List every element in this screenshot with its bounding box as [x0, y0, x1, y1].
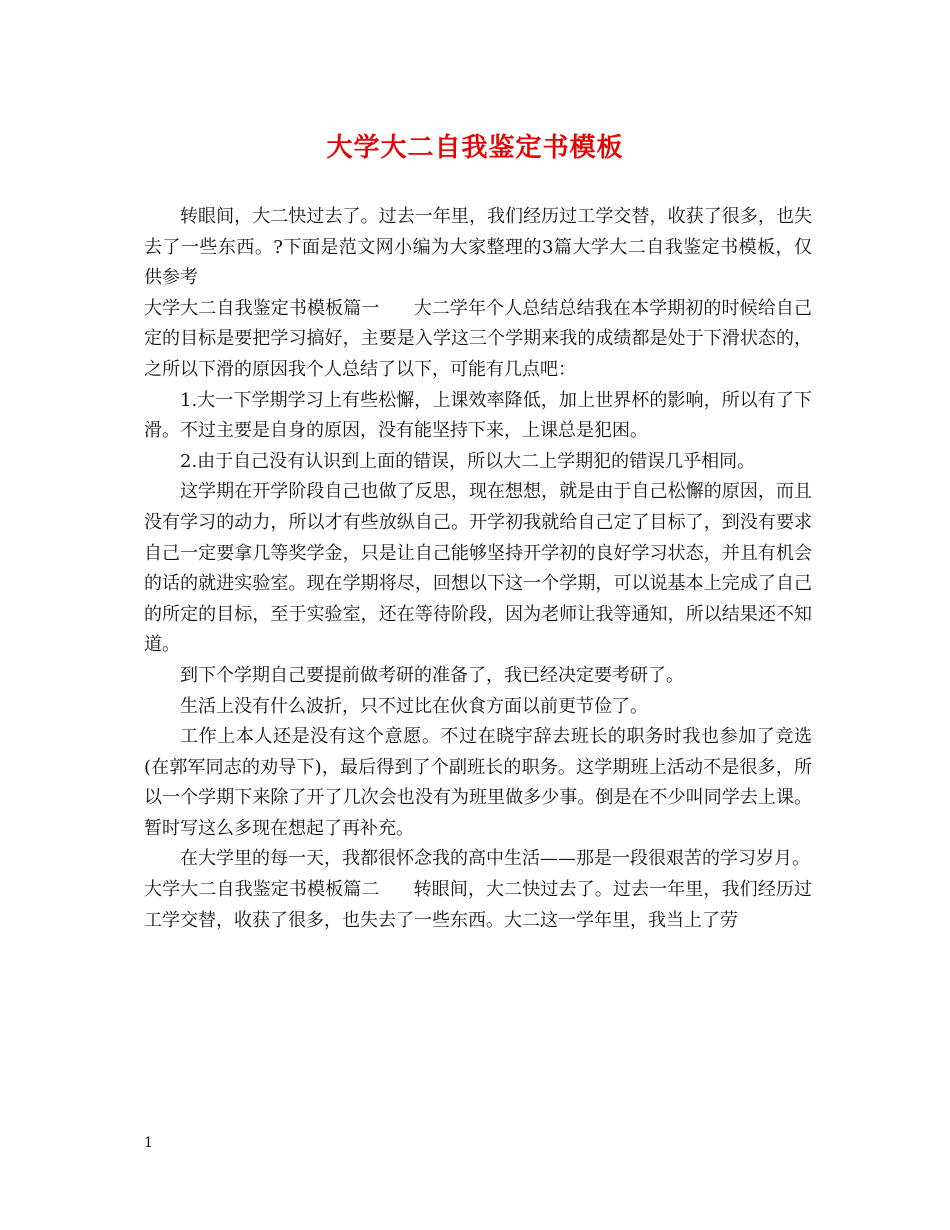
section-two-text: 转眼间，大二快过去了。过去一年里，我们经历过工学交替，收获了很多，也失去了一些东西。大二这一学年里，我当上了劳 — [144, 879, 812, 931]
section-two-heading: 大学大二自我鉴定书模板篇二 — [144, 879, 380, 901]
body-paragraph-work: 工作上本人还是没有这个意愿。不过在晓宇辞去班长的职务时我也参加了竞选(在郭军同志的劝导下)，最后得到了个副班长的职务。这学期班上活动不是很多，所以一个学期下来除了开了几次会也没有为班里做多少事。倒是在不少叫同学去上课。暂时写这么多现在想起了再补充。 — [144, 726, 812, 839]
body-paragraph-exam-plan: 到下个学期自己要提前做考研的准备了，我已经决定要考研了。 — [180, 664, 684, 686]
intro-paragraph: 转眼间，大二快过去了。过去一年里，我们经历过工学交替，收获了很多，也失去了一些东西。?下面是范文网小编为大家整理的3篇大学大二自我鉴定书模板，仅供参考 — [144, 206, 812, 289]
section-one-heading: 大学大二自我鉴定书模板篇一 — [144, 297, 380, 319]
body-paragraph-reflection: 这学期在开学阶段自己也做了反思，现在想想，就是由于自己松懈的原因，而且没有学习的动力，所以才有些放纵自己。开学初我就给自己定了目标了，到没有要求自己一定要拿几等奖学金，只是让自己能够坚持开学初的良好学习状态，并且有机会的话的就进实验室。现在学期将尽，回想以下这一个学期，可以说基本上完成了自己的所定的目标，至于实验室，还在等待阶段，因为老师让我等通知，所以结果还不知道。 — [144, 481, 812, 656]
body-paragraph-memory: 在大学里的每一天，我都很怀念我的高中生活——那是一段很艰苦的学习岁月。 — [180, 848, 810, 870]
page-number: 1 — [144, 1135, 153, 1151]
section-one-paragraph — [144, 294, 812, 386]
body-paragraph-life: 生活上没有什么波折，只不过比在伙食方面以前更节俭了。 — [180, 695, 648, 717]
point-two: 2.由于自己没有认识到上面的错误，所以大二上学期犯的错误几乎相同。 — [180, 450, 756, 472]
section-two-paragraph — [144, 875, 812, 936]
section-one-text: 大二学年个人总结总结我在本学期初的时候给自己定的目标是要把学习搞好，主要是入学这三个学期来我的成绩都是处于下滑状态的，之所以下滑的原因我个人总结了以下，可能有几点吧： — [144, 297, 812, 380]
point-one: 1.大一下学期学习上有些松懈，上课效率降低，加上世界杯的影响，所以有了下滑。不过主要是自身的原因，没有能坚持下来，上课总是犯困。 — [144, 389, 812, 442]
document-body — [144, 202, 812, 936]
document-title: 大学大二自我鉴定书模板 — [326, 133, 624, 163]
